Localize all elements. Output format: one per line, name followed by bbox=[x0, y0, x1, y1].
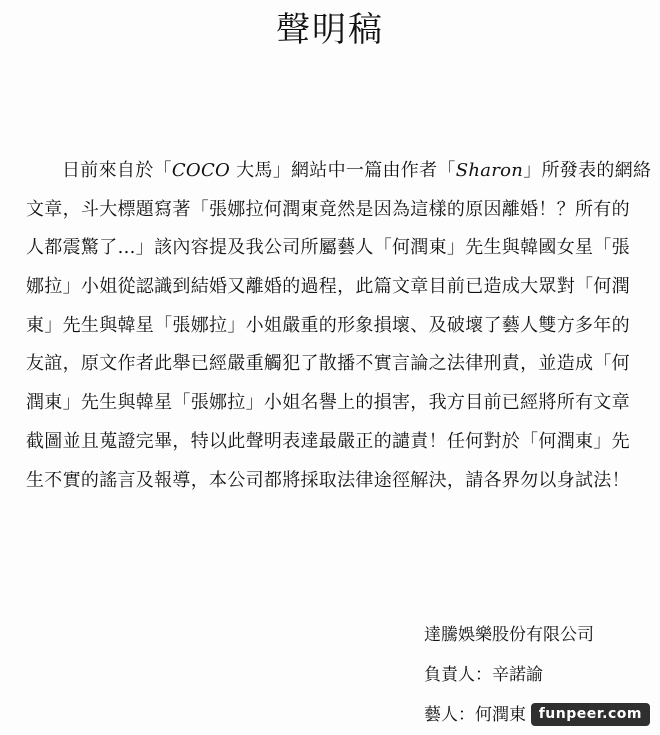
italic-text: Sharon bbox=[455, 160, 524, 181]
statement-body bbox=[26, 152, 652, 500]
responsible-person: 負責人：辛諾諭 bbox=[424, 665, 543, 685]
watermark-badge: funpeer.com bbox=[531, 703, 650, 726]
italic-text: COCO bbox=[171, 160, 231, 181]
body-line bbox=[26, 345, 630, 384]
text-segment: 生不實的謠言及報導，本公司都將採取法律途徑解決，請各界勿以身試法！ bbox=[26, 469, 630, 491]
company-name: 達騰娛樂股份有限公司 bbox=[424, 625, 594, 645]
document-title: 聲明稿 bbox=[276, 10, 384, 50]
body-line bbox=[26, 229, 630, 268]
artist-name: 藝人：何潤東 bbox=[424, 705, 526, 725]
text-segment: 文章，斗大標題寫著「張娜拉何潤東竟然是因為這樣的原因離婚！？所有的 bbox=[26, 198, 630, 220]
body-line bbox=[26, 307, 630, 346]
text-segment: 大馬」網站中一篇由作者「 bbox=[230, 160, 456, 181]
text-segment: 潤東」先生與韓星「張娜拉」小姐名譽上的損害，我方目前已經將所有文章 bbox=[26, 392, 630, 414]
body-line bbox=[26, 384, 630, 423]
text-segment: 日前來自於「 bbox=[62, 160, 172, 181]
text-segment: 友誼，原文作者此舉已經嚴重觸犯了散播不實言論之法律刑責，並造成「何 bbox=[26, 353, 630, 375]
text-segment: 」所發表的網絡 bbox=[523, 160, 652, 181]
text-segment: 截圖並且蒐證完畢，特以此聲明表達最嚴正的譴責！任何對於「何潤東」先 bbox=[26, 430, 630, 452]
body-line bbox=[26, 268, 630, 307]
body-line bbox=[26, 423, 630, 462]
text-segment: 東」先生與韓星「張娜拉」小姐嚴重的形象損壞、及破壞了藝人雙方多年的 bbox=[26, 314, 630, 336]
body-line bbox=[26, 462, 630, 501]
body-line bbox=[26, 191, 630, 230]
text-segment: 娜拉」小姐從認識到結婚又離婚的過程，此篇文章目前已造成大眾對「何潤 bbox=[26, 276, 630, 298]
body-line bbox=[26, 152, 652, 191]
text-segment: 人都震驚了…」該內容提及我公司所屬藝人「何潤東」先生與韓國女星「張 bbox=[26, 237, 630, 259]
